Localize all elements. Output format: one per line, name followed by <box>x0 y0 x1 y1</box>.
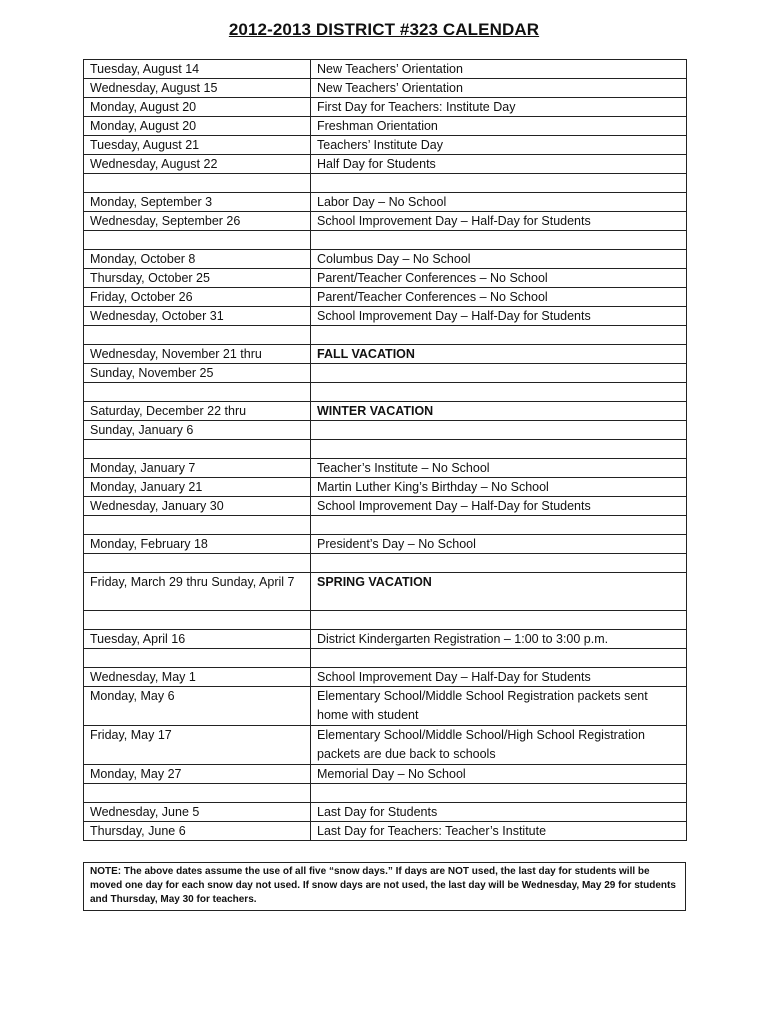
event-cell <box>311 421 687 440</box>
event-cell: Half Day for Students <box>311 155 687 174</box>
table-row-spacer <box>84 554 687 573</box>
date-cell: Friday, March 29 thru Sunday, April 7 <box>84 573 311 611</box>
table-row <box>84 459 687 478</box>
date-cell: Tuesday, August 14 <box>84 60 311 79</box>
date-cell <box>84 784 311 803</box>
table-row <box>84 668 687 687</box>
date-cell: Monday, May 27 <box>84 765 311 784</box>
table-row <box>84 535 687 554</box>
table-row <box>84 155 687 174</box>
event-cell: FALL VACATION <box>311 345 687 364</box>
table-row <box>84 421 687 440</box>
table-row-spacer <box>84 174 687 193</box>
table-row <box>84 478 687 497</box>
event-cell: Columbus Day – No School <box>311 250 687 269</box>
date-cell: Monday, August 20 <box>84 98 311 117</box>
table-row <box>84 307 687 326</box>
event-cell: Teachers’ Institute Day <box>311 136 687 155</box>
date-cell: Thursday, October 25 <box>84 269 311 288</box>
table-row-spacer <box>84 440 687 459</box>
table-row <box>84 250 687 269</box>
date-cell <box>84 231 311 250</box>
table-row <box>84 803 687 822</box>
event-cell <box>311 326 687 345</box>
table-row <box>84 402 687 421</box>
date-cell: Wednesday, August 15 <box>84 79 311 98</box>
date-cell: Thursday, June 6 <box>84 822 311 841</box>
date-cell: Saturday, December 22 thru <box>84 402 311 421</box>
table-row <box>84 630 687 649</box>
date-cell: Wednesday, June 5 <box>84 803 311 822</box>
calendar-table <box>83 59 687 841</box>
event-cell <box>311 440 687 459</box>
event-cell: School Improvement Day – Half-Day for Students <box>311 668 687 687</box>
event-cell: School Improvement Day – Half-Day for Students <box>311 307 687 326</box>
date-cell: Wednesday, October 31 <box>84 307 311 326</box>
table-row <box>84 60 687 79</box>
table-row <box>84 497 687 516</box>
event-cell: Elementary School/Middle School Registration packets sent home with student <box>311 687 687 726</box>
date-cell <box>84 326 311 345</box>
table-row <box>84 98 687 117</box>
event-cell: District Kindergarten Registration – 1:00 to 3:00 p.m. <box>311 630 687 649</box>
table-row <box>84 573 687 611</box>
event-cell <box>311 383 687 402</box>
date-cell: Monday, October 8 <box>84 250 311 269</box>
table-row <box>84 726 687 765</box>
event-cell: President’s Day – No School <box>311 535 687 554</box>
event-cell <box>311 174 687 193</box>
event-cell: Teacher’s Institute – No School <box>311 459 687 478</box>
date-cell: Friday, October 26 <box>84 288 311 307</box>
table-row <box>84 288 687 307</box>
event-cell: WINTER VACATION <box>311 402 687 421</box>
event-cell: Martin Luther King’s Birthday – No School <box>311 478 687 497</box>
event-cell: Parent/Teacher Conferences – No School <box>311 288 687 307</box>
table-row-spacer <box>84 784 687 803</box>
table-row <box>84 212 687 231</box>
date-cell <box>84 554 311 573</box>
date-cell: Sunday, January 6 <box>84 421 311 440</box>
event-cell: First Day for Teachers: Institute Day <box>311 98 687 117</box>
table-row <box>84 364 687 383</box>
event-cell: Labor Day – No School <box>311 193 687 212</box>
event-cell: Last Day for Students <box>311 803 687 822</box>
date-cell <box>84 611 311 630</box>
event-cell: SPRING VACATION <box>311 573 687 611</box>
event-cell <box>311 611 687 630</box>
date-cell: Monday, August 20 <box>84 117 311 136</box>
date-cell: Wednesday, January 30 <box>84 497 311 516</box>
page-title: 2012-2013 DISTRICT #323 CALENDAR <box>228 20 540 39</box>
date-cell <box>84 174 311 193</box>
event-cell <box>311 554 687 573</box>
event-cell: Parent/Teacher Conferences – No School <box>311 269 687 288</box>
date-cell: Tuesday, August 21 <box>84 136 311 155</box>
table-row-spacer <box>84 383 687 402</box>
table-row <box>84 136 687 155</box>
table-row <box>84 269 687 288</box>
table-row <box>84 117 687 136</box>
date-cell: Monday, September 3 <box>84 193 311 212</box>
event-cell: New Teachers’ Orientation <box>311 79 687 98</box>
table-row-spacer <box>84 326 687 345</box>
date-cell: Wednesday, August 22 <box>84 155 311 174</box>
table-row <box>84 822 687 841</box>
event-cell: New Teachers’ Orientation <box>311 60 687 79</box>
event-cell: School Improvement Day – Half-Day for Students <box>311 497 687 516</box>
table-row <box>84 345 687 364</box>
date-cell: Wednesday, November 21 thru <box>84 345 311 364</box>
date-cell: Monday, May 6 <box>84 687 311 726</box>
date-cell: Monday, February 18 <box>84 535 311 554</box>
date-cell: Wednesday, September 26 <box>84 212 311 231</box>
date-cell: Monday, January 21 <box>84 478 311 497</box>
date-cell: Sunday, November 25 <box>84 364 311 383</box>
event-cell <box>311 231 687 250</box>
date-cell: Monday, January 7 <box>84 459 311 478</box>
table-row-spacer <box>84 649 687 668</box>
event-cell: School Improvement Day – Half-Day for Students <box>311 212 687 231</box>
snow-days-note: NOTE: The above dates assume the use of all five “snow days.” If days are NOT used, the last day for students will be moved one day for each snow day not used. If snow days are not used, the last day will be Wednesday, May 29 for students and Thursday, May 30 for teachers. <box>83 862 686 911</box>
date-cell: Tuesday, April 16 <box>84 630 311 649</box>
event-cell: Memorial Day – No School <box>311 765 687 784</box>
table-row-spacer <box>84 516 687 535</box>
date-cell <box>84 649 311 668</box>
event-cell <box>311 649 687 668</box>
event-cell: Freshman Orientation <box>311 117 687 136</box>
table-row <box>84 687 687 726</box>
date-cell: Wednesday, May 1 <box>84 668 311 687</box>
table-row-spacer <box>84 231 687 250</box>
event-cell <box>311 784 687 803</box>
event-cell: Last Day for Teachers: Teacher’s Institute <box>311 822 687 841</box>
date-cell: Friday, May 17 <box>84 726 311 765</box>
table-row <box>84 79 687 98</box>
table-row <box>84 765 687 784</box>
event-cell <box>311 364 687 383</box>
table-row-spacer <box>84 611 687 630</box>
event-cell <box>311 516 687 535</box>
date-cell <box>84 383 311 402</box>
table-row <box>84 193 687 212</box>
date-cell <box>84 516 311 535</box>
date-cell <box>84 440 311 459</box>
event-cell: Elementary School/Middle School/High School Registration packets are due back to schools <box>311 726 687 765</box>
